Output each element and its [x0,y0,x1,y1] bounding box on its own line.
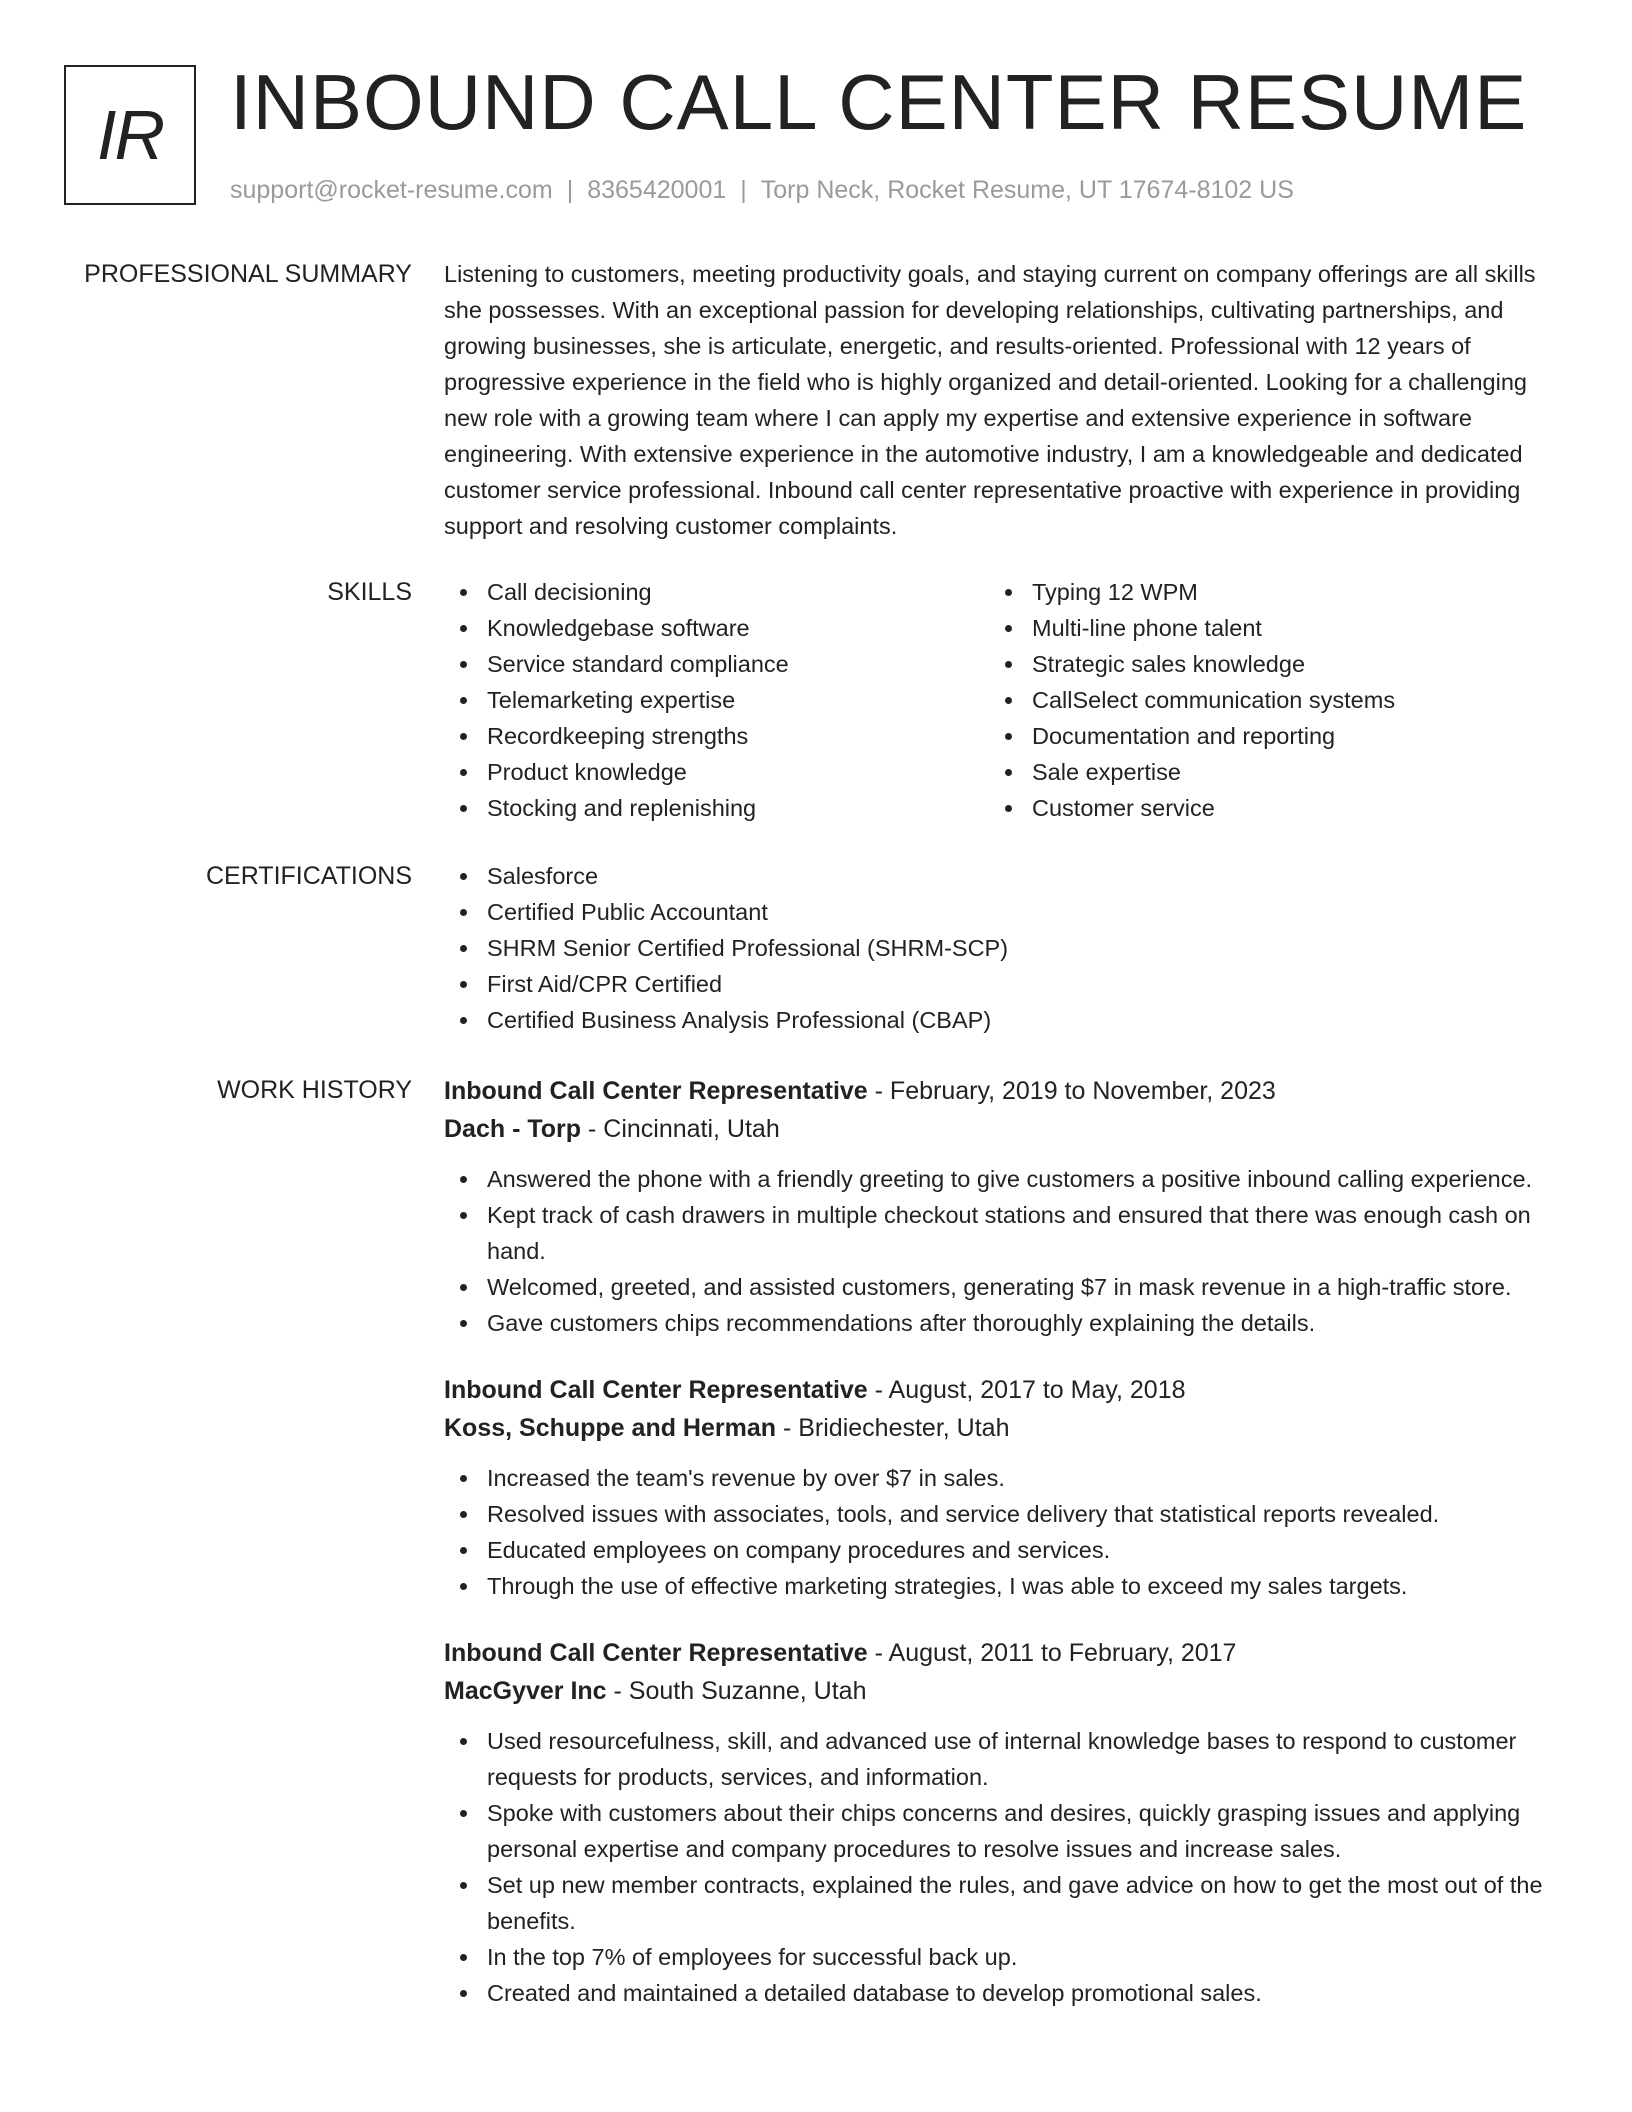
skill-item: Stocking and replenishing [444,790,989,826]
job-duty: Answered the phone with a friendly greeting to give customers a positive inbound calling experience. [444,1161,1559,1197]
certifications-heading: CERTIFICATIONS [205,862,412,890]
job-duty: Kept track of cash drawers in multiple checkout stations and ensured that there was enough cash on hand. [444,1197,1559,1269]
skills-list-left [444,574,989,826]
skill-item: Strategic sales knowledge [989,646,1534,682]
certification-item: Salesforce [444,858,1559,894]
skill-item: Knowledgebase software [444,610,989,646]
phone-number[interactable]: 8365420001 [587,176,727,204]
job-title-line [444,1072,1559,1110]
job-location: - South Suzanne, Utah [606,1677,867,1705]
job-company-line [444,1672,1559,1710]
job-duty: Increased the team's revenue by over $7 in sales. [444,1460,1559,1496]
job-duties [444,1723,1559,2011]
skill-item: Typing 12 WPM [989,574,1534,610]
job-title: Inbound Call Center Representative [444,1376,868,1404]
certification-item: Certified Public Accountant [444,894,1559,930]
job-dates: - February, 2019 to November, 2023 [867,1077,1276,1105]
skill-item: Documentation and reporting [989,718,1534,754]
skill-item: Telemarketing expertise [444,682,989,718]
job-title: Inbound Call Center Representative [444,1639,868,1667]
job-duties [444,1161,1559,1341]
work-history-heading: WORK HISTORY [217,1076,412,1104]
job-dates: - August, 2011 to February, 2017 [867,1639,1237,1667]
job-company-line [444,1110,1559,1148]
job-entry [444,1634,1559,2011]
job-location: - Cincinnati, Utah [581,1115,780,1143]
skill-item: Product knowledge [444,754,989,790]
skill-item: Customer service [989,790,1534,826]
contact-line [230,172,1294,208]
summary-heading: PROFESSIONAL SUMMARY [84,260,412,288]
job-title-line [444,1634,1559,1672]
certification-item: Certified Business Analysis Professional (CBAP) [444,1002,1559,1038]
resume-title: INBOUND CALL CENTER RESUME [230,58,1528,146]
email-link[interactable]: support@rocket-resume.com [230,176,553,204]
certification-item: SHRM Senior Certified Professional (SHRM-SCP) [444,930,1559,966]
skill-item: CallSelect communication systems [989,682,1534,718]
skill-item: Sale expertise [989,754,1534,790]
job-entry [444,1072,1559,1341]
summary-text: Listening to customers, meeting productivity goals, and staying current on company offerings are all skills she possesses. With an exceptional passion for developing relationships, cultivating partnerships, and growing businesses, she is articulate, energetic, and results-oriented. Professional with 12 years of progressive experience in the field who is highly organized and detail-oriented. Looking for a challenging new role with a growing team where I can apply my expertise and extensive experience in software engineering. With extensive experience in the automotive industry, I am a knowledgeable and dedicated customer service professional. Inbound call center representative proactive with experience in providing support and resolving customer complaints. [444,261,1536,539]
job-entry [444,1371,1559,1604]
job-dates: - August, 2017 to May, 2018 [867,1376,1186,1404]
job-duty: Gave customers chips recommendations after thoroughly explaining the details. [444,1305,1559,1341]
job-company: MacGyver Inc [444,1677,607,1705]
contact-separator: | [566,176,574,204]
job-company: Koss, Schuppe and Herman [444,1414,777,1442]
skill-item: Service standard compliance [444,646,989,682]
job-duty: Resolved issues with associates, tools, and service delivery that statistical reports revealed. [444,1496,1559,1532]
job-duty: Set up new member contracts, explained the rules, and gave advice on how to get the most out of the benefits. [444,1867,1559,1939]
job-company-line [444,1409,1559,1447]
job-title: Inbound Call Center Representative [444,1077,868,1105]
contact-separator: | [740,176,747,204]
job-duty: Created and maintained a detailed database to develop promotional sales. [444,1975,1559,2011]
job-duty: Through the use of effective marketing strategies, I was able to exceed my sales targets. [444,1568,1559,1604]
skill-item: Multi-line phone talent [989,610,1534,646]
job-duty: Educated employees on company procedures and services. [444,1532,1559,1568]
monogram-logo: IR [64,65,196,205]
skills-heading: SKILLS [327,578,412,606]
certifications-list [444,858,1559,1038]
address: Torp Neck, Rocket Resume, UT 17674-8102 US [760,176,1294,204]
job-company: Dach - Torp [444,1115,582,1143]
skill-item: Call decisioning [444,574,989,610]
job-duty: Welcomed, greeted, and assisted customers, generating $7 in mask revenue in a high-traffic store. [444,1269,1559,1305]
certification-item: First Aid/CPR Certified [444,966,1559,1002]
job-duties [444,1460,1559,1604]
job-duty: Spoke with customers about their chips concerns and desires, quickly grasping issues and applying personal expertise and company procedures to resolve issues and increase sales. [444,1795,1559,1867]
skills-list-right [989,574,1534,826]
job-title-line [444,1371,1559,1409]
job-location: - Bridiechester, Utah [776,1414,1010,1442]
job-duty: Used resourcefulness, skill, and advanced use of internal knowledge bases to respond to customer requests for products, services, and information. [444,1723,1559,1795]
skill-item: Recordkeeping strengths [444,718,989,754]
job-duty: In the top 7% of employees for successful back up. [444,1939,1559,1975]
